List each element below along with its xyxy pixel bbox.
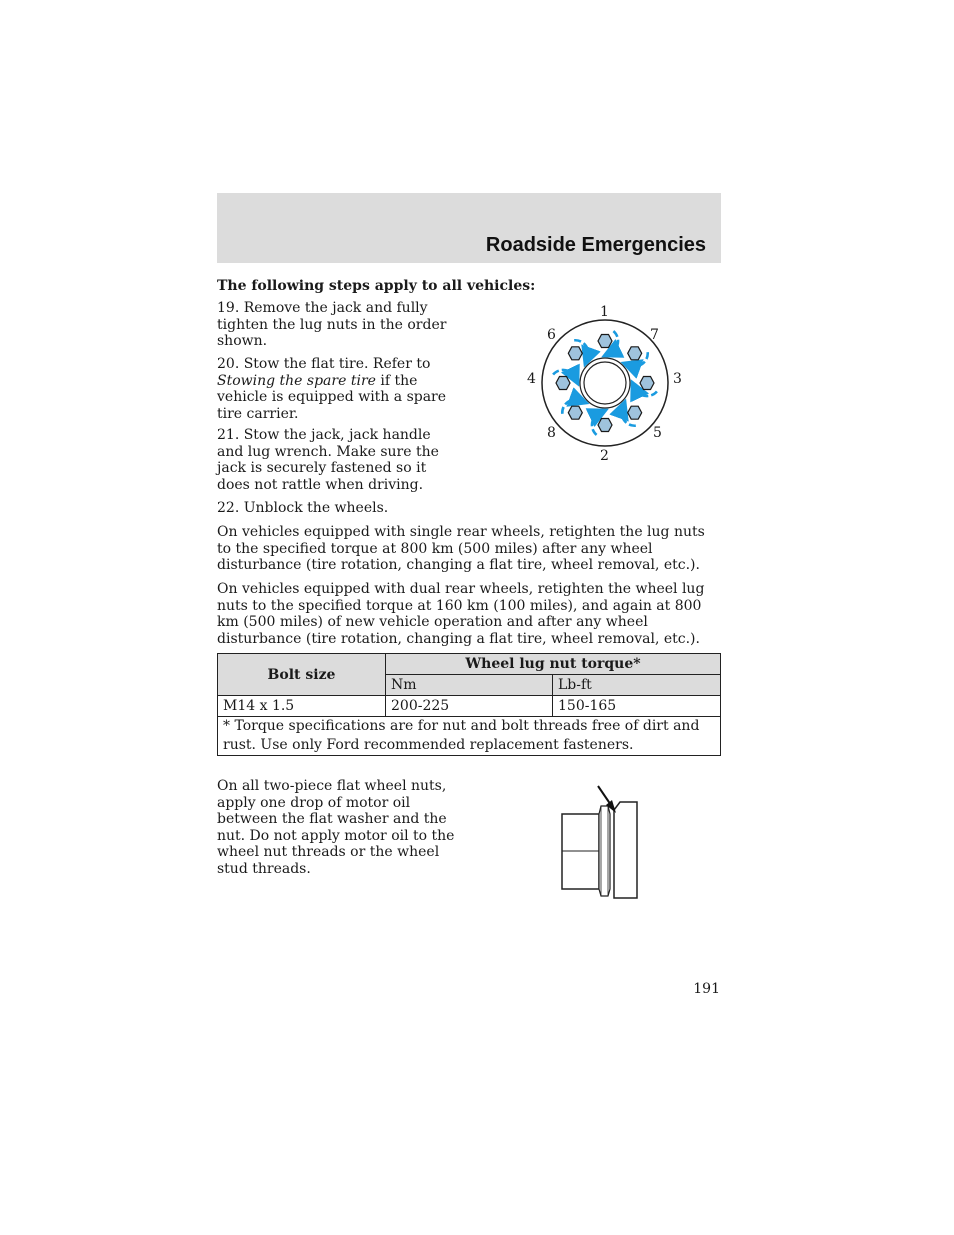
subcol-lbft: Lb-ft — [553, 675, 721, 696]
lug-nut-sequence-diagram — [520, 300, 690, 470]
lug-nut — [640, 377, 654, 390]
lug-label-8: 8 — [547, 425, 556, 441]
lug-label-4: 4 — [527, 371, 536, 387]
step-20 — [217, 356, 469, 422]
lug-label-5: 5 — [653, 425, 662, 441]
lug-label-6: 6 — [547, 327, 556, 343]
lug-label-2: 2 — [600, 448, 609, 464]
step-21: 21. Stow the jack, jack handle and lug wrench. Make sure the jack is securely fastened so it does not rattle when driving. — [217, 427, 439, 493]
center-bore-inner — [584, 362, 626, 404]
table-footnote: * Torque specifications are for nut and bolt threads free of dirt and rust. Use only Ford recommended replacement fasteners. — [218, 717, 721, 756]
lug-nut — [628, 406, 642, 419]
cell-bolt: M14 x 1.5 — [218, 696, 386, 717]
table-row — [218, 696, 721, 717]
section-title: Roadside Emergencies — [485, 234, 706, 256]
two-piece-nut-paragraph: On all two-piece flat wheel nuts, apply one drop of motor oil between the flat washer and the nut. Do not apply motor oil to the wheel nut threads or the wheel stud threads. — [217, 778, 455, 877]
section-header — [217, 193, 721, 263]
table-header-row — [218, 654, 721, 675]
dual-rear-wheels-paragraph: On vehicles equipped with dual rear wheels, retighten the wheel lug nuts to the specified torque at 160 km (100 miles), and again at 800 km (500 miles) of new vehicle operation and after any wheel disturbance (tire rotation, changing a flat tire, wheel removal, etc.). — [217, 581, 705, 647]
lug-nut — [556, 377, 570, 390]
lug-nut — [628, 347, 642, 360]
intro-heading: The following steps apply to all vehicles: — [217, 278, 536, 294]
lug-nut — [568, 347, 582, 360]
col-wheel-lug-nut-torque: Wheel lug nut torque* — [386, 654, 721, 675]
lug-nut — [568, 406, 582, 419]
stowing-spare-tire-reference: Stowing the spare tire — [217, 372, 376, 389]
table-footnote-row — [218, 717, 721, 756]
cell-nm: 200-225 — [386, 696, 553, 717]
lug-label-1: 1 — [600, 304, 609, 320]
subcol-nm: Nm — [386, 675, 553, 696]
torque-table — [217, 653, 721, 756]
flat-washer — [614, 802, 637, 898]
lug-label-3: 3 — [673, 371, 682, 387]
lug-nut — [598, 419, 612, 432]
lug-nut — [598, 335, 612, 348]
two-piece-wheel-nut-diagram — [555, 780, 645, 902]
cell-lbft: 150-165 — [553, 696, 721, 717]
lug-label-7: 7 — [650, 327, 659, 343]
step-19: 19. Remove the jack and fully tighten the lug nuts in the order shown. — [217, 300, 447, 349]
col-bolt-size: Bolt size — [218, 654, 386, 696]
step-20-text-cont: if the vehicle is equipped with a spare tire carrier. — [217, 372, 447, 422]
step-22: 22. Unblock the wheels. — [217, 500, 389, 516]
step-20-text: 20. Stow the flat tire. Refer to — [217, 356, 431, 372]
page-number: 191 — [693, 981, 720, 997]
single-rear-wheels-paragraph: On vehicles equipped with single rear wheels, retighten the lug nuts to the specified torque at 800 km (500 miles) after any wheel disturbance (tire rotation, changing a flat tire, wheel removal, etc.). — [217, 524, 705, 573]
